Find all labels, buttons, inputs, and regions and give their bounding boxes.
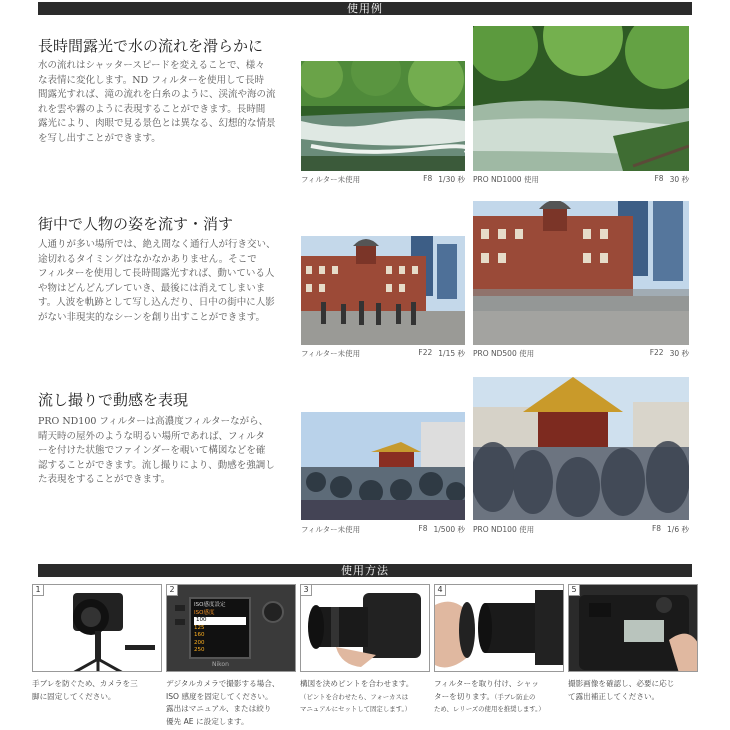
section2-title: 街中で人物の姿を流す・消す	[38, 215, 234, 233]
step3-image	[300, 584, 430, 672]
section3-title: 流し撮りで動感を表現	[38, 391, 189, 409]
step1-image	[32, 584, 162, 672]
step3-text: 構図を決めピントを合わせます。 （ピントを合わせたら、フォーカスは マニュアルにセットして固定します。）	[300, 679, 414, 714]
photo-festival-nd100	[473, 377, 689, 520]
section3-text: PRO ND100 フィルターは高濃度フィルターながら、 晴天時の屋外のような明るい場所であれば、フィルタ ーを付けた状態でファインダーを覗いて構図などを確 認することができます。流し撮りにより、動感を強調し た表現をすることができます。	[38, 416, 275, 486]
step4-image	[434, 584, 564, 672]
menu-button-icon	[175, 605, 185, 611]
step2-image	[166, 584, 296, 672]
examples-header: 使用例	[38, 2, 692, 15]
step2-text: デジタルカメラで撮影する場合、 ISO 感度を固定してください。 露出はマニュアル、または絞り 優先 AE に設定します。	[166, 679, 280, 726]
method-header: 使用方法	[38, 564, 692, 577]
caption-3-right: PRO ND100 使用 F8 1/6 秒	[473, 524, 689, 534]
photo-station-no-filter	[301, 236, 465, 345]
step4-number: 4	[435, 585, 446, 596]
multi-selector-icon	[262, 601, 284, 623]
step5-text: 撮影画像を確認し、必要に応じ て露出補正してください。	[568, 679, 675, 701]
photo-stream-no-filter	[301, 61, 465, 171]
caption-2-left: フィルター未使用 F22 1/15 秒	[301, 348, 465, 358]
nikon-logo: Nikon	[212, 661, 229, 668]
caption-2-right: PRO ND500 使用 F22 30 秒	[473, 348, 689, 358]
section1-text: 水の流れはシャッタースピードを変えることで、様々 な表情に変化します。ND フィルターを使用して長時 間露光すれば、滝の流れを白糸のように、渓流や海の流 れを雲や霧のように表現することができます。長時間 露光により、肉眼で見る景色とは異なる、幻想的な情景 を写し出すことができます。	[38, 60, 276, 144]
step5-image	[568, 584, 698, 672]
caption-3-left: フィルター未使用 F8 1/500 秒	[301, 524, 465, 534]
step4-text: フィルターを取り付け、シャッ ターを切ります。（手ブレ防止の ため、レリーズの使用を推奨します。）	[434, 679, 545, 714]
step2-number: 2	[167, 585, 178, 596]
caption-1-right: PRO ND1000 使用 F8 30 秒	[473, 174, 689, 184]
step1-number: 1	[33, 585, 44, 596]
step5-number: 5	[569, 585, 580, 596]
step1-text: 手ブレを防ぐため、カメラを三 脚に固定してください。	[32, 679, 138, 701]
step3-number: 3	[301, 585, 312, 596]
photo-stream-nd1000	[473, 26, 689, 171]
photo-festival-no-filter	[301, 412, 465, 520]
photo-station-nd500	[473, 201, 689, 345]
camera-lcd-screen: ISO感度設定 ISO感度 100 125 160 200 250	[189, 597, 251, 659]
section2-text: 人通りが多い場所では、絶え間なく通行人が行き交い、 途切れるタイミングはなかなかありません。そこで フィルターを使用して長時間露光すれば、動いている人 や物はどんどんブレていき、最後には消えてしまいま す。人波を軌跡として写し込んだり、日中の街中に人影 がない非現実的なシーンを創り出すことができます。	[38, 239, 276, 323]
section1-title: 長時間露光で水の流れを滑らかに	[38, 37, 264, 55]
caption-1-left: フィルター未使用 F8 1/30 秒	[301, 174, 465, 184]
info-button-icon	[175, 619, 185, 625]
